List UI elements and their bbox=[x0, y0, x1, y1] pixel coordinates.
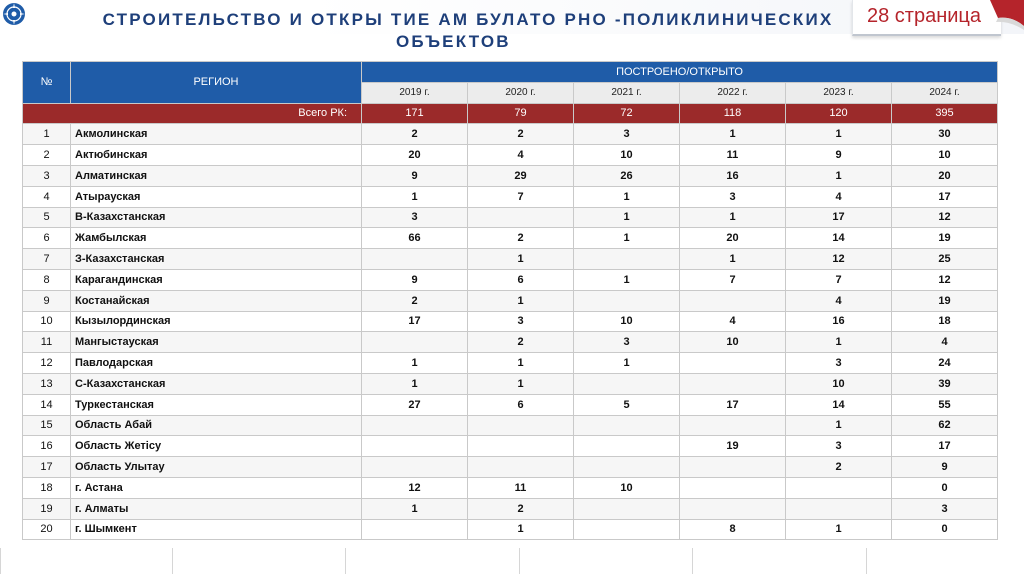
table-row bbox=[23, 249, 998, 270]
year-value-cell: 3 bbox=[574, 332, 680, 353]
table-row bbox=[23, 145, 998, 166]
year-value-cell bbox=[468, 457, 574, 478]
year-value-cell: 19 bbox=[892, 228, 998, 249]
year-value-cell: 29 bbox=[468, 165, 574, 186]
year-value-cell: 26 bbox=[574, 165, 680, 186]
row-number: 15 bbox=[23, 415, 71, 436]
year-value-cell: 1 bbox=[786, 165, 892, 186]
year-value-cell: 55 bbox=[892, 394, 998, 415]
table-body bbox=[23, 124, 998, 540]
year-value-cell: 8 bbox=[680, 519, 786, 540]
construction-table bbox=[22, 61, 998, 540]
table-row bbox=[23, 207, 998, 228]
region-name: Актюбинская bbox=[71, 145, 362, 166]
year-value-cell: 25 bbox=[892, 249, 998, 270]
year-value-cell: 30 bbox=[892, 124, 998, 145]
year-value-cell: 7 bbox=[468, 186, 574, 207]
year-value-cell: 4 bbox=[680, 311, 786, 332]
region-name: З-Казахстанская bbox=[71, 249, 362, 270]
year-value-cell: 2 bbox=[468, 124, 574, 145]
year-value-cell: 0 bbox=[892, 519, 998, 540]
title-line-2: ОБЪЕКТОВ bbox=[396, 32, 511, 51]
year-value-cell: 1 bbox=[362, 373, 468, 394]
region-name: г. Алматы bbox=[71, 498, 362, 519]
year-value-cell: 62 bbox=[892, 415, 998, 436]
total-label: Всего РК: bbox=[23, 103, 362, 124]
region-name: С-Казахстанская bbox=[71, 373, 362, 394]
year-value-cell: 3 bbox=[786, 436, 892, 457]
year-value-cell bbox=[362, 519, 468, 540]
year-value-cell: 14 bbox=[786, 394, 892, 415]
year-value-cell: 2 bbox=[468, 228, 574, 249]
page-number-label: 28 страница bbox=[866, 5, 981, 27]
year-header: 2022 г. bbox=[680, 82, 786, 103]
row-number: 10 bbox=[23, 311, 71, 332]
year-value-cell: 1 bbox=[574, 186, 680, 207]
region-name: Атырауская bbox=[71, 186, 362, 207]
row-number: 19 bbox=[23, 498, 71, 519]
year-value-cell bbox=[786, 498, 892, 519]
year-value-cell: 7 bbox=[786, 269, 892, 290]
row-number: 5 bbox=[23, 207, 71, 228]
year-value-cell: 20 bbox=[680, 228, 786, 249]
year-value-cell bbox=[574, 373, 680, 394]
year-value-cell: 12 bbox=[892, 269, 998, 290]
year-value-cell: 1 bbox=[680, 207, 786, 228]
year-value-cell bbox=[574, 519, 680, 540]
year-value-cell bbox=[680, 353, 786, 374]
year-value-cell bbox=[680, 498, 786, 519]
total-value: 79 bbox=[468, 103, 574, 124]
year-value-cell: 1 bbox=[468, 373, 574, 394]
year-header: 2024 г. bbox=[892, 82, 998, 103]
region-name: Жамбылская bbox=[71, 228, 362, 249]
year-value-cell: 17 bbox=[892, 186, 998, 207]
row-number: 14 bbox=[23, 394, 71, 415]
year-value-cell bbox=[574, 498, 680, 519]
year-value-cell bbox=[680, 477, 786, 498]
footer-marks bbox=[0, 548, 1024, 574]
year-value-cell bbox=[574, 249, 680, 270]
year-value-cell bbox=[680, 457, 786, 478]
year-value-cell: 1 bbox=[680, 249, 786, 270]
year-value-cell: 3 bbox=[574, 124, 680, 145]
year-value-cell: 12 bbox=[362, 477, 468, 498]
total-value: 118 bbox=[680, 103, 786, 124]
table-row bbox=[23, 311, 998, 332]
year-value-cell: 1 bbox=[362, 353, 468, 374]
region-name: Мангыстауская bbox=[71, 332, 362, 353]
region-name: В-Казахстанская bbox=[71, 207, 362, 228]
year-value-cell: 10 bbox=[892, 145, 998, 166]
row-number: 12 bbox=[23, 353, 71, 374]
row-number: 7 bbox=[23, 249, 71, 270]
table-row bbox=[23, 228, 998, 249]
year-value-cell: 6 bbox=[468, 269, 574, 290]
total-value: 171 bbox=[362, 103, 468, 124]
table-row bbox=[23, 353, 998, 374]
year-value-cell bbox=[362, 415, 468, 436]
year-value-cell: 1 bbox=[786, 415, 892, 436]
year-value-cell: 4 bbox=[786, 290, 892, 311]
year-value-cell: 1 bbox=[680, 124, 786, 145]
year-value-cell: 1 bbox=[574, 207, 680, 228]
year-value-cell bbox=[362, 457, 468, 478]
year-value-cell bbox=[362, 249, 468, 270]
year-header: 2019 г. bbox=[362, 82, 468, 103]
year-value-cell bbox=[362, 332, 468, 353]
year-value-cell: 16 bbox=[786, 311, 892, 332]
row-number: 13 bbox=[23, 373, 71, 394]
year-value-cell: 1 bbox=[362, 498, 468, 519]
ribbon-decoration-icon bbox=[990, 0, 1024, 34]
region-name: г. Астана bbox=[71, 477, 362, 498]
year-value-cell bbox=[574, 436, 680, 457]
table-row bbox=[23, 415, 998, 436]
table-row bbox=[23, 269, 998, 290]
year-value-cell bbox=[468, 415, 574, 436]
year-value-cell: 3 bbox=[786, 353, 892, 374]
table-row bbox=[23, 394, 998, 415]
year-value-cell: 2 bbox=[468, 332, 574, 353]
page-title bbox=[88, 9, 848, 53]
region-name: Кызылординская bbox=[71, 311, 362, 332]
region-name: Область Жетісу bbox=[71, 436, 362, 457]
year-value-cell: 16 bbox=[680, 165, 786, 186]
year-value-cell: 10 bbox=[574, 477, 680, 498]
year-value-cell bbox=[574, 415, 680, 436]
year-value-cell: 3 bbox=[680, 186, 786, 207]
year-value-cell: 10 bbox=[574, 311, 680, 332]
total-row bbox=[23, 103, 998, 124]
row-number: 1 bbox=[23, 124, 71, 145]
region-name: Карагандинская bbox=[71, 269, 362, 290]
year-value-cell: 2 bbox=[362, 124, 468, 145]
year-value-cell: 12 bbox=[786, 249, 892, 270]
year-value-cell: 39 bbox=[892, 373, 998, 394]
year-value-cell: 10 bbox=[786, 373, 892, 394]
year-value-cell: 1 bbox=[574, 228, 680, 249]
year-value-cell: 1 bbox=[468, 519, 574, 540]
row-number: 8 bbox=[23, 269, 71, 290]
row-number: 4 bbox=[23, 186, 71, 207]
year-value-cell: 11 bbox=[680, 145, 786, 166]
year-value-cell: 2 bbox=[362, 290, 468, 311]
year-header: 2020 г. bbox=[468, 82, 574, 103]
year-value-cell: 9 bbox=[362, 269, 468, 290]
year-value-cell: 27 bbox=[362, 394, 468, 415]
year-value-cell bbox=[574, 290, 680, 311]
row-number: 2 bbox=[23, 145, 71, 166]
row-number: 16 bbox=[23, 436, 71, 457]
row-number: 6 bbox=[23, 228, 71, 249]
table-row bbox=[23, 290, 998, 311]
year-value-cell bbox=[362, 436, 468, 457]
total-value: 72 bbox=[574, 103, 680, 124]
year-value-cell: 1 bbox=[468, 249, 574, 270]
year-value-cell: 4 bbox=[786, 186, 892, 207]
year-value-cell: 10 bbox=[574, 145, 680, 166]
year-value-cell: 18 bbox=[892, 311, 998, 332]
year-value-cell: 9 bbox=[786, 145, 892, 166]
row-number: 11 bbox=[23, 332, 71, 353]
region-name: Туркестанская bbox=[71, 394, 362, 415]
year-value-cell: 17 bbox=[680, 394, 786, 415]
region-name: Костанайская bbox=[71, 290, 362, 311]
year-value-cell: 3 bbox=[892, 498, 998, 519]
table-row bbox=[23, 519, 998, 540]
year-value-cell: 17 bbox=[786, 207, 892, 228]
total-value: 395 bbox=[892, 103, 998, 124]
year-value-cell: 4 bbox=[892, 332, 998, 353]
table-row bbox=[23, 373, 998, 394]
year-value-cell bbox=[786, 477, 892, 498]
year-value-cell: 1 bbox=[786, 519, 892, 540]
row-number: 17 bbox=[23, 457, 71, 478]
year-value-cell: 14 bbox=[786, 228, 892, 249]
year-header: 2021 г. bbox=[574, 82, 680, 103]
table-row bbox=[23, 332, 998, 353]
year-value-cell: 6 bbox=[468, 394, 574, 415]
table-row bbox=[23, 124, 998, 145]
col-no-header: № bbox=[23, 62, 71, 104]
year-value-cell: 3 bbox=[468, 311, 574, 332]
row-number: 9 bbox=[23, 290, 71, 311]
year-value-cell: 19 bbox=[680, 436, 786, 457]
year-value-cell: 20 bbox=[892, 165, 998, 186]
year-value-cell: 1 bbox=[574, 353, 680, 374]
year-value-cell: 2 bbox=[468, 498, 574, 519]
page-number-badge bbox=[852, 0, 1001, 36]
table-row bbox=[23, 165, 998, 186]
year-value-cell: 66 bbox=[362, 228, 468, 249]
year-value-cell: 7 bbox=[680, 269, 786, 290]
year-value-cell bbox=[468, 207, 574, 228]
year-value-cell: 24 bbox=[892, 353, 998, 374]
region-name: Акмолинская bbox=[71, 124, 362, 145]
table-row bbox=[23, 457, 998, 478]
year-value-cell bbox=[680, 415, 786, 436]
year-value-cell: 4 bbox=[468, 145, 574, 166]
total-value: 120 bbox=[786, 103, 892, 124]
year-value-cell: 1 bbox=[786, 332, 892, 353]
title-line-1: СТРОИТЕЛЬСТВО И ОТКРЫ ТИЕ АМ БУЛАТО РНО -ПОЛИКЛИНИЧЕСКИХ bbox=[102, 10, 834, 29]
col-group-header: ПОСТРОЕНО/ОТКРЫТО bbox=[362, 62, 998, 83]
year-value-cell: 19 bbox=[892, 290, 998, 311]
table-row bbox=[23, 477, 998, 498]
year-value-cell: 1 bbox=[574, 269, 680, 290]
year-value-cell: 9 bbox=[892, 457, 998, 478]
year-value-cell bbox=[468, 436, 574, 457]
row-number: 20 bbox=[23, 519, 71, 540]
year-value-cell: 1 bbox=[362, 186, 468, 207]
year-value-cell: 5 bbox=[574, 394, 680, 415]
region-name: Алматинская bbox=[71, 165, 362, 186]
year-value-cell: 10 bbox=[680, 332, 786, 353]
year-header: 2023 г. bbox=[786, 82, 892, 103]
year-value-cell: 9 bbox=[362, 165, 468, 186]
year-value-cell: 20 bbox=[362, 145, 468, 166]
table-row bbox=[23, 498, 998, 519]
year-value-cell: 1 bbox=[468, 290, 574, 311]
region-name: Область Улытау bbox=[71, 457, 362, 478]
year-value-cell bbox=[574, 457, 680, 478]
year-value-cell bbox=[680, 373, 786, 394]
year-value-cell: 3 bbox=[362, 207, 468, 228]
year-value-cell: 0 bbox=[892, 477, 998, 498]
year-value-cell: 1 bbox=[786, 124, 892, 145]
year-value-cell bbox=[680, 290, 786, 311]
year-value-cell: 1 bbox=[468, 353, 574, 374]
year-value-cell: 2 bbox=[786, 457, 892, 478]
region-name: г. Шымкент bbox=[71, 519, 362, 540]
emblem-logo-icon bbox=[0, 0, 28, 28]
year-value-cell: 12 bbox=[892, 207, 998, 228]
region-name: Павлодарская bbox=[71, 353, 362, 374]
table-row bbox=[23, 186, 998, 207]
row-number: 18 bbox=[23, 477, 71, 498]
year-value-cell: 17 bbox=[892, 436, 998, 457]
region-name: Область Абай bbox=[71, 415, 362, 436]
col-region-header: РЕГИОН bbox=[71, 62, 362, 104]
row-number: 3 bbox=[23, 165, 71, 186]
year-value-cell: 11 bbox=[468, 477, 574, 498]
table-row bbox=[23, 436, 998, 457]
year-value-cell: 17 bbox=[362, 311, 468, 332]
